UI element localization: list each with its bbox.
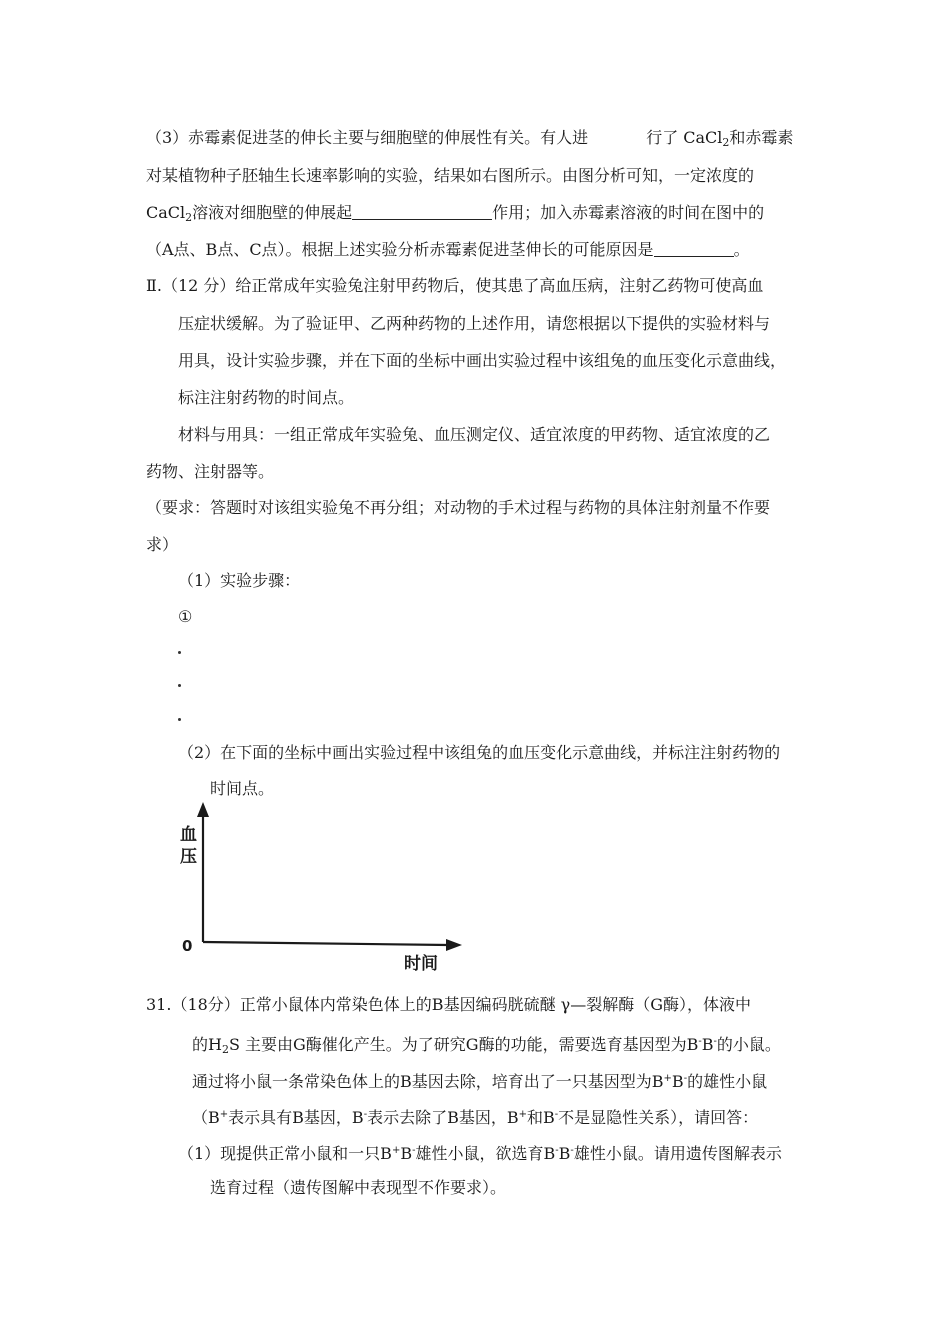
part3-line2: 对某植物种子胚轴生长速率影响的实验，结果如右图所示。由图分析可知，一定浓度的 [146,166,755,185]
dot-marker [178,651,181,654]
answer-blank-2[interactable] [654,240,734,257]
q31-subquestion-1-cont: 选育过程（遗传图解中表现型不作要求）。 [210,1178,507,1197]
y-axis-label-1: 血 [180,825,197,845]
dot-marker [178,718,181,721]
answer-blank-1[interactable] [352,203,492,220]
part3-line1: （3）赤霉素促进茎的伸长主要与细胞壁的伸展性有关。有人进 行了 CaCl$_2$和赤霉素 [146,128,794,149]
question-1: （1）实验步骤： [178,571,301,590]
part3-line4: （A点、B点、C点）。根据上述实验分析赤霉素促进茎伸长的可能原因是 。 [146,240,750,259]
part3-line1-text: （3）赤霉素促进茎的伸长主要与细胞壁的伸展性有关。有人进 [146,128,589,147]
q31-line4: （B+表示具有B基因，B-表示去除了B基因，B+和B-不是显隐性关系），请回答： [192,1108,759,1127]
origin-label: 0 [182,937,193,955]
x-axis-arrow [446,939,462,951]
q31-line1: 31.（18分）正常小鼠体内常染色体上的B基因编码胱硫醚 γ—裂解酶（G酶），体液中 [146,995,751,1014]
blood-pressure-graph[interactable] [170,800,470,1000]
x-axis [203,942,448,945]
partII-line2: 压症状缓解。为了验证甲、乙两种药物的上述作用，请您根据以下提供的实验材料与 [178,314,771,333]
q31-subquestion-1: （1）现提供正常小鼠和一只B+B-雄性小鼠，欲选育B-B-雄性小鼠。请用遗传图解表示 [178,1144,782,1163]
partII-line4: 标注注射药物的时间点。 [178,388,355,407]
y-axis-label-2: 压 [180,847,197,867]
question-2-line2: 时间点。 [210,779,275,798]
step-1-marker: ① [178,607,193,626]
question-2-line1: （2）在下面的坐标中画出实验过程中该组兔的血压变化示意曲线，并标注注射药物的 [178,743,781,762]
partII-line3: 用具，设计实验步骤，并在下面的坐标中画出实验过程中该组兔的血压变化示意曲线， [178,351,787,370]
part3-line3: CaCl$_2$溶液对细胞壁的伸展起 作用；加入赤霉素溶液的时间在图中的 [146,203,765,224]
materials-line2: 药物、注射器等。 [146,462,275,481]
materials-line1: 材料与用具：一组正常成年实验兔、血压测定仪、适宜浓度的甲药物、适宜浓度的乙 [178,425,771,444]
q31-line3: 通过将小鼠一条常染色体上的B基因去除，培育出了一只基因型为B+B-的雄性小鼠 [192,1072,768,1091]
x-axis-label: 时间 [404,954,438,974]
partII-line1: Ⅱ.（12 分）给正常成年实验兔注射甲药物后，使其患了高血压病，注射乙药物可使高血 [146,276,764,295]
requirement-line2: 求） [146,535,179,554]
q31-line2: 的$H_2S$ 主要由G酶催化产生。为了研究G酶的功能，需要选育基因型为B-B-的小鼠。 [192,1035,781,1056]
dot-marker [178,684,181,687]
y-axis-arrow [197,802,209,817]
requirement-line1: （要求：答题时对该组实验兔不再分组；对动物的手术过程与药物的具体注射剂量不作要 [146,498,771,517]
